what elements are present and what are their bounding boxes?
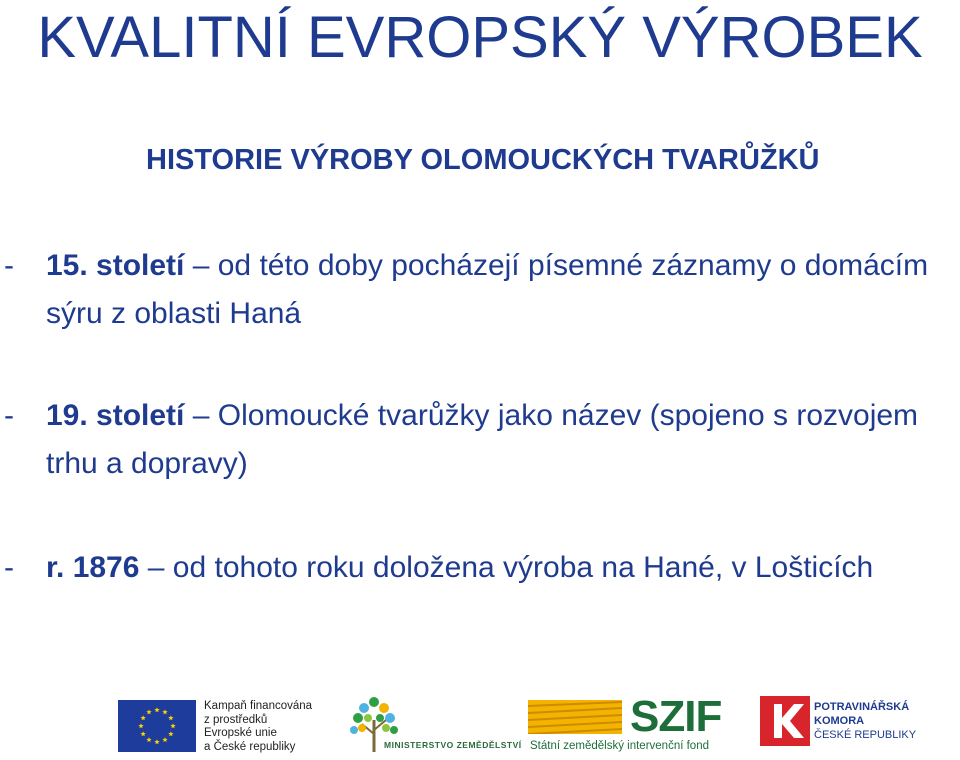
ministry-label: MINISTERSTVO ZEMĚDĚLSTVÍ	[384, 740, 522, 750]
page-title: KVALITNÍ EVROPSKÝ VÝROBEK	[37, 5, 923, 70]
bullet-text	[46, 392, 960, 488]
food-chamber-text	[814, 700, 916, 742]
bullet-bold: 15. století	[46, 249, 185, 282]
pk-line: POTRAVINÁŘSKÁ	[814, 701, 910, 713]
pk-line: KOMORA	[814, 715, 865, 727]
bullet-rest: – od tohoto roku doložena výroba na Hané, v Lošticích	[139, 551, 874, 584]
bullet-rest: – Olomoucké tvarůžky jako název (spojeno s rozvojem trhu a dopravy)	[46, 399, 919, 480]
eu-flag-icon	[118, 700, 196, 752]
bullet-dash: -	[4, 249, 14, 282]
pk-line: ČESKÉ REPUBLIKY	[814, 729, 917, 741]
bullet-dash: -	[4, 551, 14, 584]
szif-subtitle: Státní zemědělský intervenční fond	[530, 740, 709, 752]
eu-line: Evropské unie	[204, 727, 277, 739]
bullet-rest: – od této doby pocházejí písemné záznamy o domácím sýru z oblasti Haná	[46, 249, 929, 330]
eu-line: Kampaň financována	[204, 700, 313, 712]
bullet-text	[46, 242, 960, 338]
eu-line: a České republiky	[204, 740, 296, 753]
food-chamber-logo-icon	[760, 696, 810, 746]
bullet-dash: -	[4, 399, 14, 432]
bullet-text	[46, 544, 960, 592]
szif-logo-text: SZIF	[630, 692, 722, 741]
szif-field-icon	[528, 700, 622, 734]
page-subtitle: HISTORIE VÝROBY OLOMOUCKÝCH TVARŮŽKŮ	[146, 144, 820, 176]
eu-funding-text	[204, 700, 312, 754]
sponsor-footer	[0, 690, 960, 760]
bullet-bold: 19. století	[46, 399, 185, 432]
bullet-bold: r. 1876	[46, 551, 140, 584]
eu-line: z prostředků	[204, 713, 268, 726]
